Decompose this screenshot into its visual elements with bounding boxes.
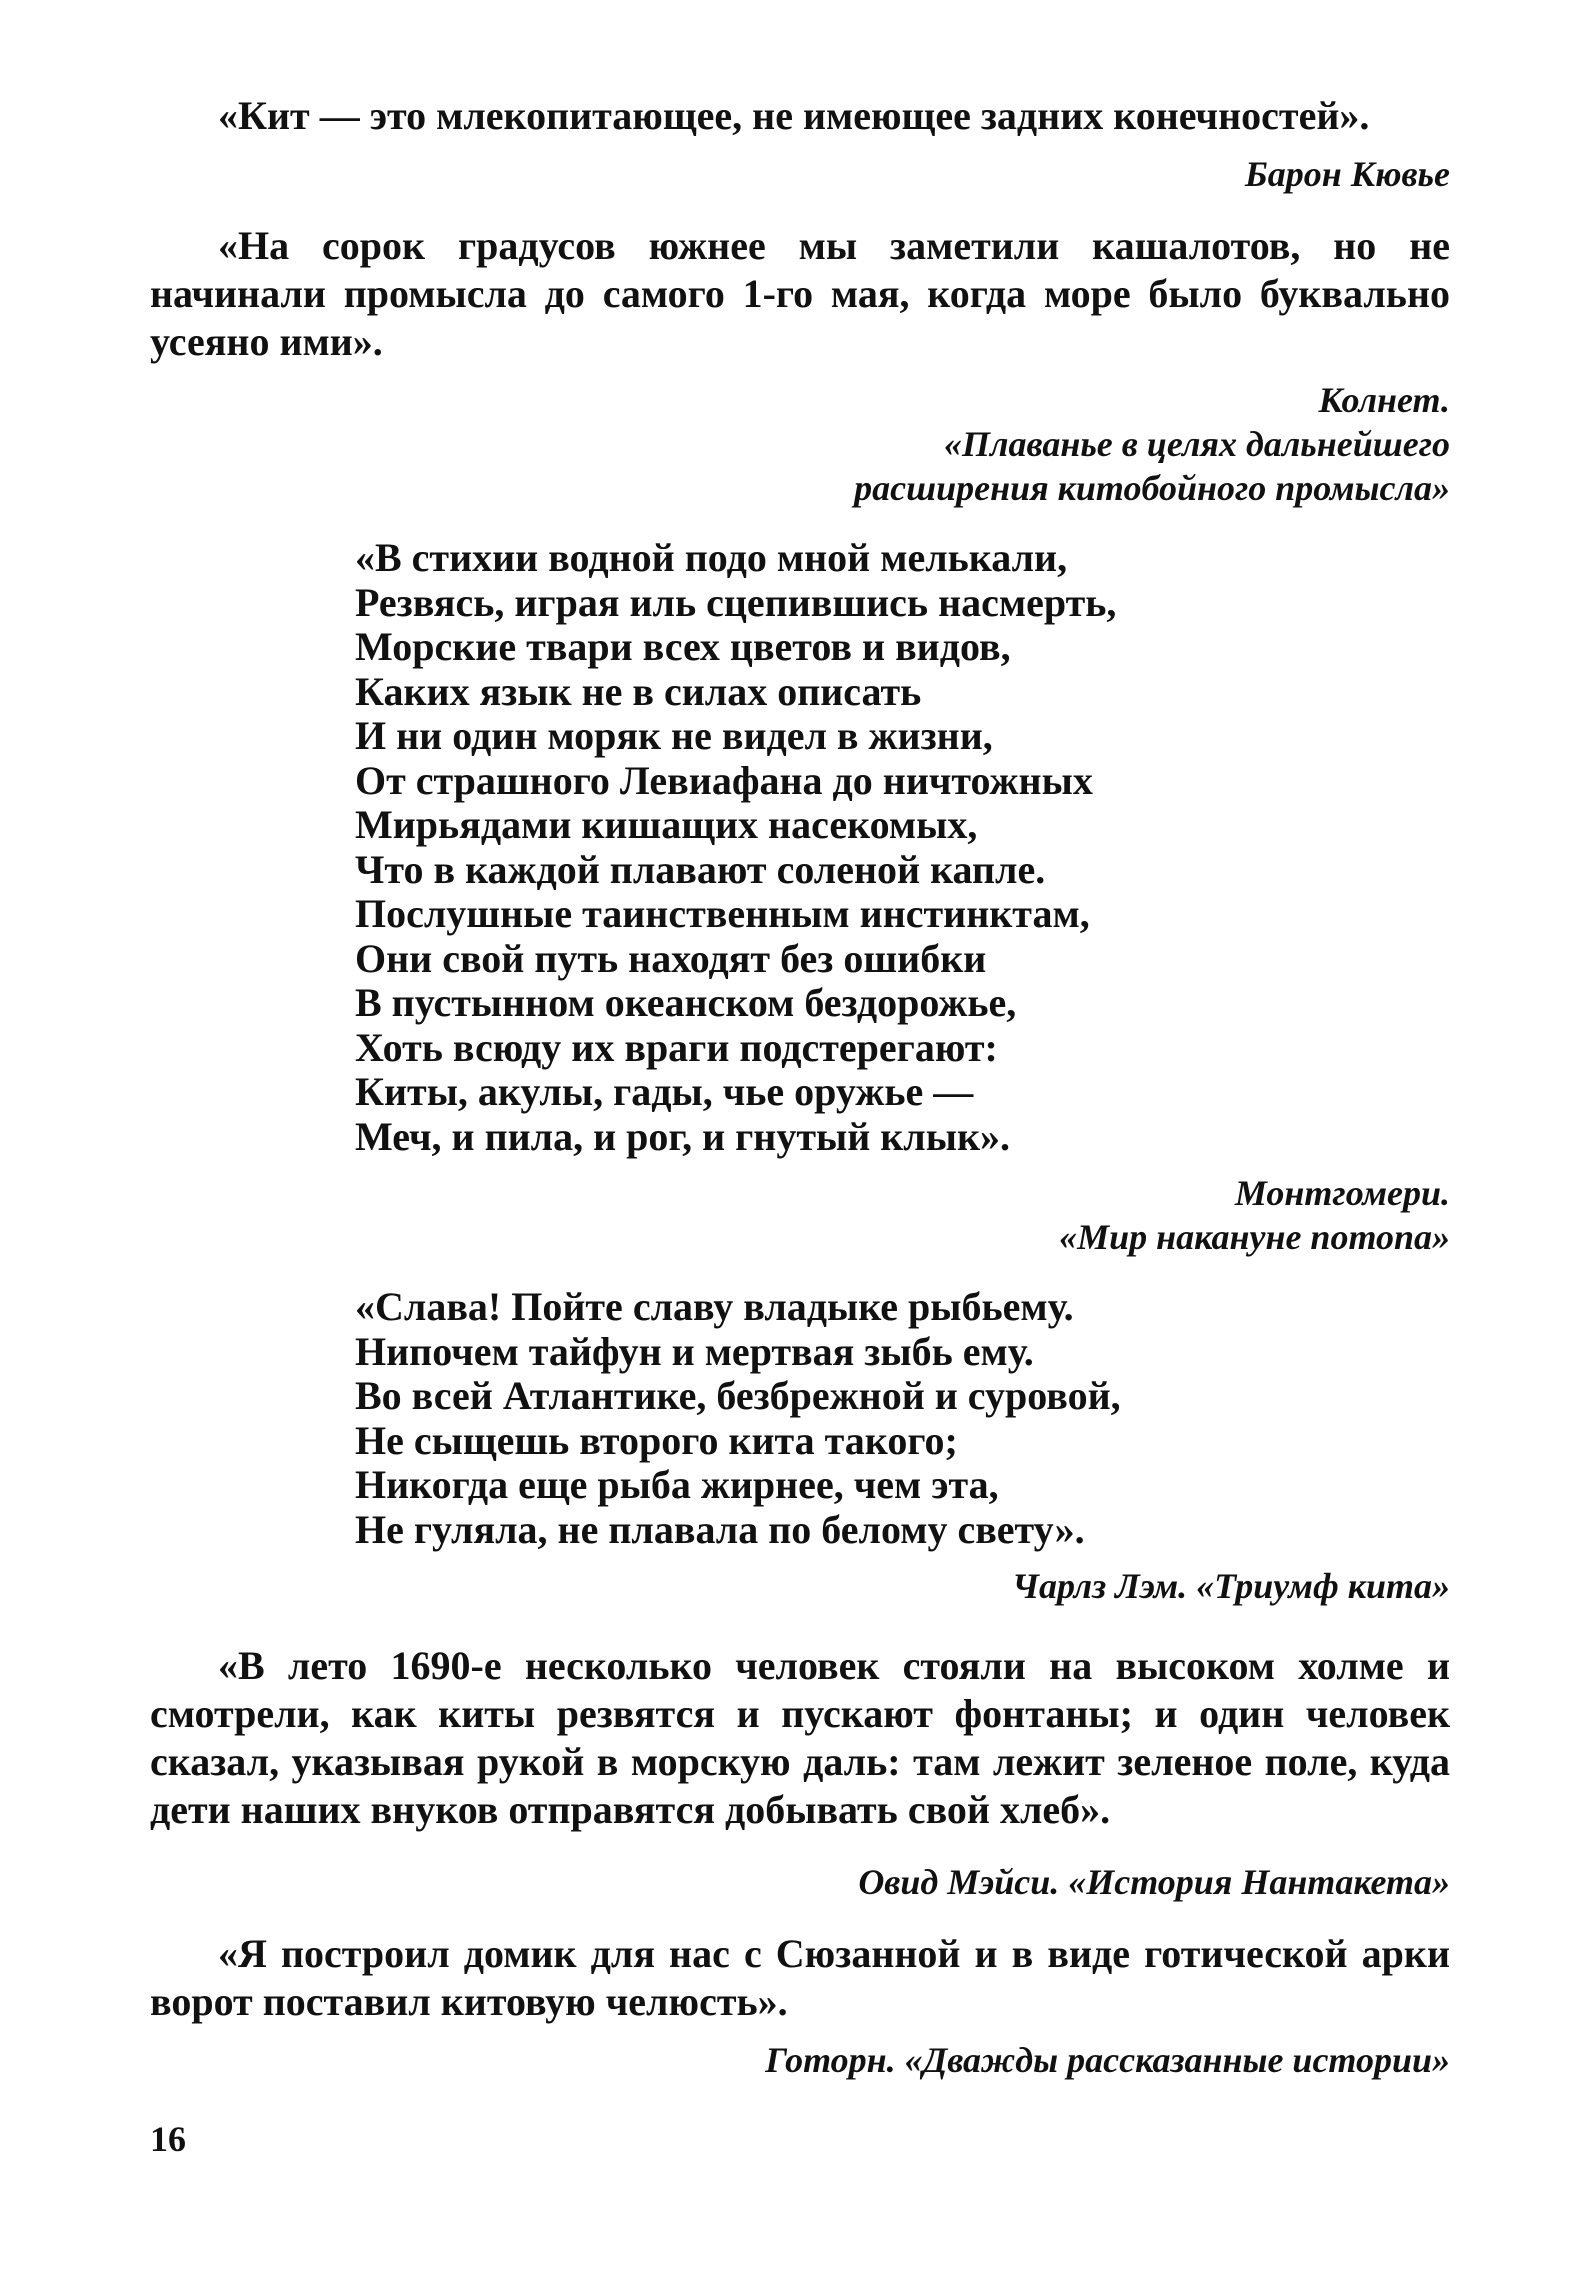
book-page — [150, 92, 1450, 2082]
verse-line: Не сыщешь второго кита такого; — [355, 1417, 958, 1463]
verse-line: Морские твари всех цветов и видов, — [355, 624, 1011, 669]
poem-lamb — [355, 1285, 1450, 1552]
quote-colnett-author: Колнет. — [1318, 380, 1450, 420]
verse-line: Мирьядами кишащих насекомых, — [355, 802, 978, 847]
verse-line: И ни один моряк не видел в жизни, — [355, 713, 993, 758]
verse-line: От страшного Левиафана до ничтожных — [355, 757, 1093, 803]
verse-line: В пустынном океанском бездорожье, — [355, 980, 1017, 1025]
quote-hawthorne-text: «Я построил домик для нас с Сюзанной и в виде готической арки ворот поставил китовую челюсть». — [150, 1931, 1450, 2024]
verse-line: «Слава! Пойте славу владыке рыбьему. — [355, 1284, 1074, 1329]
verse-line: Они свой путь находят без ошибки — [355, 935, 987, 981]
quote-hawthorne-attribution: Готорн. «Дважды рассказанные истории» — [765, 2040, 1450, 2080]
poem-lamb-attribution: Чарлз Лэм. «Триумф кита» — [1012, 1566, 1450, 1606]
quote-colnett-source-line2: расширения китобойного промысла» — [854, 468, 1450, 508]
quote-cuvier-author: Барон Кювье — [1244, 154, 1450, 194]
poem-montgomery — [355, 536, 1450, 1159]
verse-line: Каких язык не в силах описать — [355, 668, 922, 714]
verse-line: Никогда еще рыба жирнее, чем эта, — [355, 1462, 999, 1507]
verse-line: Не гуляла, не плавала по белому свету». — [355, 1506, 1085, 1552]
quote-macy-text: «В лето 1690-е несколько человек стояли на высоком холме и смотрели, как киты резвятся и пускают фонтаны; и один человек сказал, указывая рукой в морскую даль: там лежит зеленое поле, куда дети наших внуков отправятся добывать свой хлеб». — [150, 1643, 1450, 1832]
verse-line: Послушные таинственным инстинктам, — [355, 891, 1090, 936]
verse-line: Резвясь, играя иль сцепившись насмерть, — [355, 579, 1117, 625]
quote-cuvier-text: «Кит — это млекопитающее, не имеющее задних конечностей». — [218, 93, 1370, 138]
quote-colnett-source-line1: «Плаванье в целях дальнейшего — [944, 424, 1450, 464]
verse-line: Нипочем тайфун и мертвая зыбь ему. — [355, 1328, 1034, 1374]
verse-line: Что в каждой плавают соленой капле. — [355, 846, 1046, 892]
page-number: 16 — [150, 2119, 186, 2159]
poem-montgomery-author: Монтгомери. — [1234, 1173, 1450, 1213]
quote-colnett-text: «На сорок градусов южнее мы заметили кашалотов, но не начинали промысла до самого 1-го мая, когда море было буквально усеяно ими». — [150, 223, 1450, 364]
verse-line: Киты, акулы, гады, чье оружье — — [355, 1069, 974, 1114]
verse-line: «В стихии водной подо мной мелькали, — [355, 535, 1068, 580]
poem-montgomery-source: «Мир накануне потопа» — [1059, 1217, 1450, 1257]
quote-macy-attribution: Овид Мэйси. «История Нантакета» — [858, 1862, 1450, 1902]
verse-line: Во всей Атлантике, безбрежной и суровой, — [355, 1373, 1121, 1418]
verse-line: Хоть всюду их враги подстерегают: — [355, 1024, 998, 1070]
verse-line: Меч, и пила, и рог, и гнутый клык». — [355, 1113, 1011, 1159]
